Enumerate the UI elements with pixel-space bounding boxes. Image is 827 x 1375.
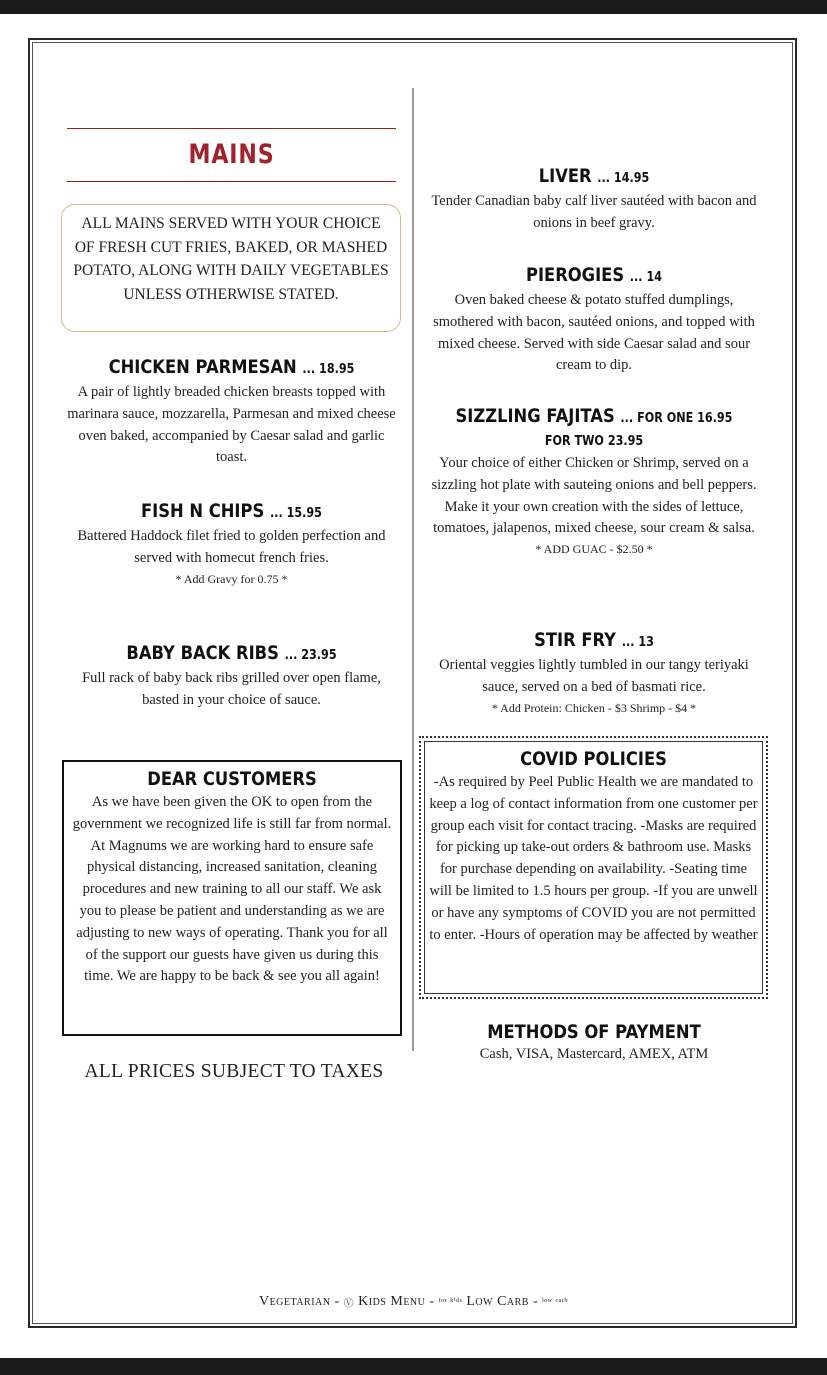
- menu-item-sizzling-fajitas: [424, 404, 764, 558]
- item-price-two: FOR TWO 23.95: [544, 434, 644, 449]
- item-name: FISH N CHIPS: [141, 500, 265, 522]
- menu-page: [0, 14, 827, 1358]
- payment-section: [424, 1020, 764, 1066]
- payment-title: METHODS OF PAYMENT: [487, 1021, 701, 1043]
- item-note: * Add Protein: Chicken - $3 Shrimp - $4 *: [491, 700, 697, 715]
- payment-methods: Cash, VISA, Mastercard, AMEX, ATM: [479, 1046, 709, 1062]
- legend-vegetarian: Vegetarian -: [258, 1294, 340, 1309]
- legend-low-carb: Low Carb -: [466, 1294, 539, 1309]
- menu-item-chicken-parmesan: [64, 355, 399, 469]
- low-carb-icon: ˡᵒʷ ᶜᵃʳᵇ: [542, 1296, 569, 1308]
- taxes-note: ALL PRICES SUBJECT TO TAXES: [84, 1061, 384, 1082]
- menu-item-pierogies: [424, 263, 764, 377]
- item-title: [87, 641, 375, 668]
- mains-note: ALL MAINS SERVED WITH YOUR CHOICE OF FRESH CUT FRIES, BAKED, OR MASHED POTATO, ALONG WITH DAILY VEGETABLES UNLESS OTHERWISE STATED.: [61, 204, 401, 332]
- item-title: [448, 263, 740, 290]
- item-price: ... FOR ONE 16.95: [620, 411, 733, 426]
- item-name: STIR FRY: [534, 629, 617, 651]
- item-name: CHICKEN PARMESAN: [108, 356, 297, 378]
- item-price: ... 15.95: [269, 506, 322, 521]
- covid-policies-body: -As required by Peel Public Health we are mandated to keep a log of contact information from one customer per group each visit for contact tracing. -Masks are required for picking up take-out orders & bathroom use. Masks for purchase depending on availability. -Seating time will be limited to 1.5 hours per group. -If you are unwell or have any symptoms of COVID you are not permitted to enter. -Hours of operation may be affected by weather: [429, 774, 758, 943]
- item-name: PIEROGIES: [525, 264, 625, 286]
- item-description: Oriental veggies lightly tumbled in our tangy teriyaki sauce, served on a bed of basmati rice.: [439, 657, 749, 695]
- menu-item-liver: [424, 164, 764, 235]
- item-description: Your choice of either Chicken or Shrimp, served on a sizzling hot plate with sauteing onions and bell peppers. Make it your own creation with the sides of lettuce, tomatoes, jalapenos, mixed cheese, sour cream & salsa.: [431, 455, 757, 537]
- item-price: ... 23.95: [284, 648, 337, 663]
- section-header: [67, 128, 396, 182]
- item-title: [87, 355, 375, 382]
- item-description: Oven baked cheese & potato stuffed dumplings, smothered with bacon, sautéed onions, and topped with mixed cheese. Served with side Caesar salad and sour cream to dip.: [433, 292, 755, 374]
- legend-kids-menu: Kids Menu -: [358, 1294, 435, 1309]
- item-name: LIVER: [538, 165, 592, 187]
- dear-customers-title: DEAR CUSTOMERS: [147, 768, 317, 790]
- item-title: [448, 404, 740, 431]
- menu-item-stir-fry: [424, 628, 764, 717]
- covid-policies-title: COVID POLICIES: [520, 748, 667, 770]
- item-name: SIZZLING FAJITAS: [455, 405, 615, 427]
- dietary-legend: [0, 1294, 827, 1310]
- dear-customers-box: [62, 760, 402, 1036]
- item-price: ... 13: [621, 635, 654, 650]
- item-price: ... 14: [629, 270, 663, 285]
- item-title: [448, 164, 740, 191]
- covid-policies-inner: [424, 741, 763, 994]
- kids-menu-icon: ᶠᵒʳ ᵏⁱᵈˢ: [438, 1296, 463, 1308]
- vegetarian-icon: Ⓥ: [343, 1298, 355, 1310]
- item-title: [448, 628, 740, 655]
- section-title: MAINS: [188, 139, 275, 170]
- item-name: BABY BACK RIBS: [126, 642, 279, 664]
- item-note: * Add Gravy for 0.75 *: [175, 571, 288, 586]
- dear-customers-body: As we have been given the OK to open from the government we recognized life is still far from normal. At Magnums we are working hard to ensure safe physical distancing, increased sanitation, cleaning procedures and new training to all our staff. We ask you to please be patient and understanding as we are adjusting to new ways of operating. Thank you for all of the support our guests have given us during this time. We are happy to be back & see you all again!: [72, 794, 392, 985]
- menu-item-fish-n-chips: [64, 499, 399, 588]
- item-description: Tender Canadian baby calf liver sautéed with bacon and onions in beef gravy.: [431, 193, 757, 231]
- item-price: ... 14.95: [597, 171, 650, 186]
- menu-item-baby-back-ribs: [64, 641, 399, 712]
- item-description: Full rack of baby back ribs grilled over open flame, basted in your choice of sauce.: [82, 670, 381, 708]
- item-price: ... 18.95: [302, 362, 355, 377]
- covid-policies-box: [419, 736, 768, 999]
- item-description: A pair of lightly breaded chicken breasts topped with marinara sauce, mozzarella, Parmesan and mixed cheese oven baked, accompanied by Caesar salad and garlic toast.: [67, 384, 396, 466]
- item-note: * ADD GUAC - $2.50 *: [535, 542, 653, 557]
- column-divider: [412, 88, 414, 1051]
- item-title: [87, 499, 375, 526]
- item-description: Battered Haddock filet fried to golden perfection and served with homecut french fries.: [77, 528, 386, 566]
